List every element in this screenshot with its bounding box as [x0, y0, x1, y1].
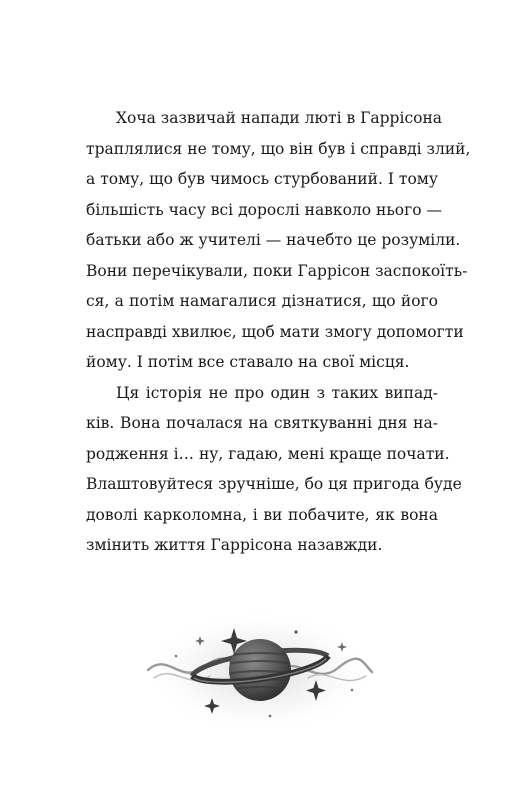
text-line: траплялися не тому, що він був і справді злий, — [86, 139, 471, 158]
text-line: родження і… ну, гадаю, мені краще почати. — [86, 444, 450, 463]
text-line: доволі карколомна, і ви побачите, як вона — [86, 505, 438, 524]
text-line: батьки або ж учителі — начебто це розуміли. — [86, 231, 461, 249]
paragraph-2 — [86, 378, 462, 561]
paragraph-1 — [86, 103, 471, 378]
saturn-planet-with-sparkles-icon — [140, 612, 380, 742]
text-line: змінить життя Гаррісона назавжди. — [86, 536, 383, 554]
text-line: йому. І потім все ставало на свої місця. — [86, 353, 410, 371]
text-line: Вони перечікували, поки Гаррісон заспокоїть- — [86, 261, 468, 280]
text-line: ся, а потім намагалися дізнатися, що його — [86, 292, 438, 310]
text-line: ків. Вона почалася на святкуванні дня на- — [86, 414, 438, 432]
text-line: Ця історія не про один з таких випад- — [116, 383, 438, 402]
text-line: більшість часу всі дорослі навколо нього — — [86, 200, 443, 219]
text-line: Влаштовуйтеся зручніше, бо ця пригода буде — [86, 475, 462, 493]
text-line: а тому, що був чимось стурбований. І тому — [86, 170, 438, 188]
body-text — [86, 103, 471, 561]
text-line: Хоча зазвичай напади люті в Гаррісона — [116, 109, 443, 127]
text-line: насправді хвилює, щоб мати змогу допомогти — [86, 322, 464, 341]
